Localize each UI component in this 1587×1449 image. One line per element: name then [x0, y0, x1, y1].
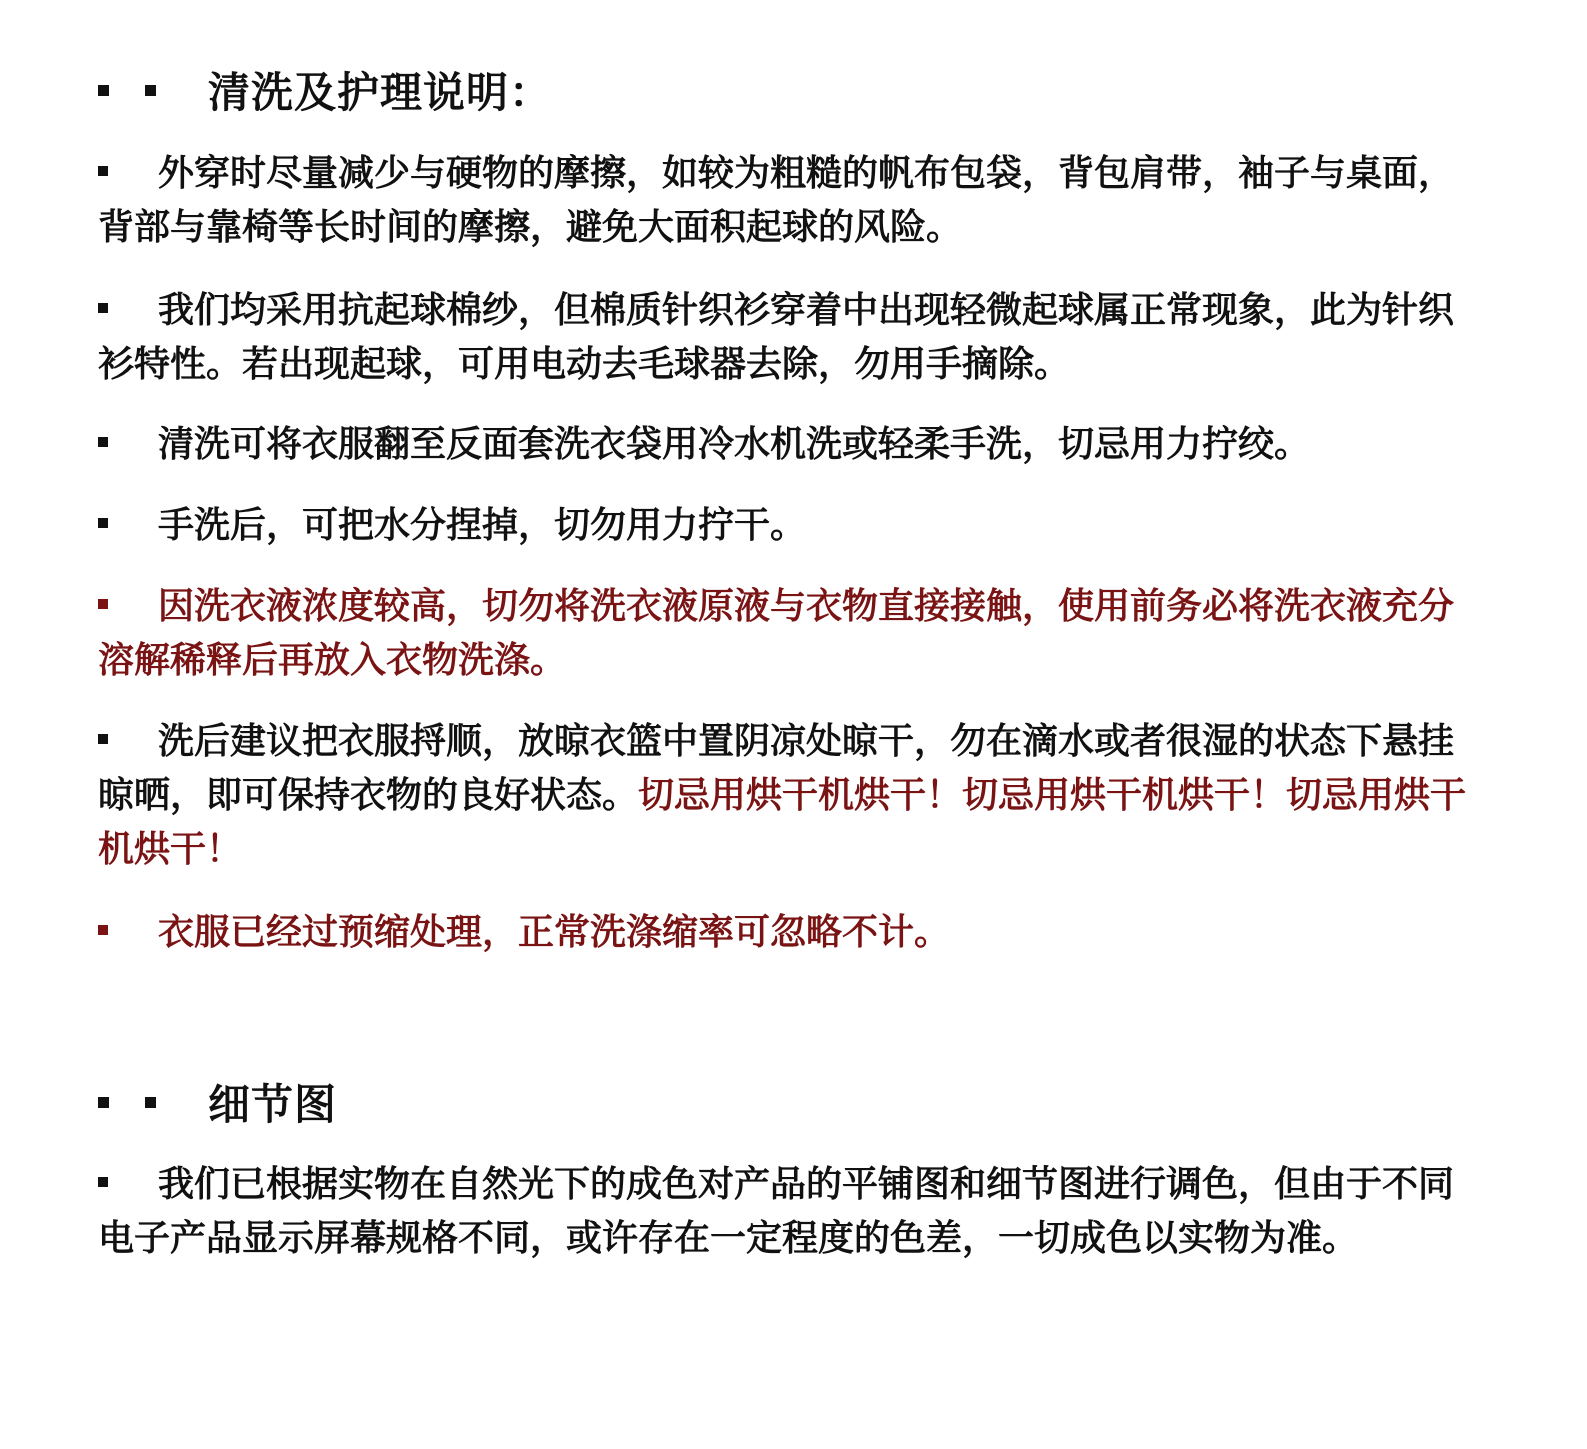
- heading-square-icon: [145, 1097, 156, 1108]
- care-item-2: [98, 284, 1488, 392]
- care-item-text: 外穿时尽量减少与硬物的摩擦，如较为粗糙的帆布包袋，背包肩带，袖子与桌面，背部与靠椅等长时间的摩擦，避免大面积起球的风险。: [98, 153, 1455, 248]
- heading-square-icon: [98, 1097, 109, 1108]
- detail-item-text: 我们已根据实物在自然光下的成色对产品的平铺图和细节图进行调色，但由于不同电子产品显示屏幕规格不同，或许存在一定程度的色差，一切成色以实物为准。: [98, 1164, 1455, 1259]
- care-item-5-warning: [98, 580, 1488, 688]
- care-item-text: 衣服已经过预缩处理，正常洗涤缩率可忽略不计。: [158, 912, 951, 953]
- bullet-square-icon: [98, 925, 108, 935]
- care-item-4: [98, 499, 1488, 553]
- care-item-3: [98, 418, 1488, 472]
- care-item-1: [98, 147, 1488, 255]
- heading-square-icon: [145, 85, 156, 96]
- care-item-text: 因洗衣液浓度较高，切勿将洗衣液原液与衣物直接接触，使用前务必将洗衣液充分溶解稀释后再放入衣物洗涤。: [98, 586, 1455, 681]
- detail-item-1: [98, 1158, 1488, 1266]
- care-item-text: 清洗可将衣服翻至反面套洗衣袋用冷水机洗或轻柔手洗，切忌用力拧绞。: [158, 424, 1311, 465]
- bullet-square-icon: [98, 166, 108, 176]
- bullet-square-icon: [98, 734, 108, 744]
- care-section-title: 清洗及护理说明：: [208, 68, 553, 117]
- detail-section-title: 细节图: [208, 1080, 338, 1129]
- care-item-7-warning: [98, 906, 1488, 960]
- bullet-square-icon: [98, 518, 108, 528]
- bullet-square-icon: [98, 1177, 108, 1187]
- care-item-6: [98, 715, 1488, 877]
- bullet-square-icon: [98, 437, 108, 447]
- care-item-text: 我们均采用抗起球棉纱，但棉质针织衫穿着中出现轻微起球属正常现象，此为针织衫特性。若出现起球，可用电动去毛球器去除，勿用手摘除。: [98, 290, 1455, 385]
- bullet-square-icon: [98, 599, 108, 609]
- detail-section-header: [98, 1072, 337, 1132]
- heading-square-icon: [98, 85, 109, 96]
- care-section-header: [98, 60, 552, 120]
- care-item-text: 手洗后，可把水分捏掉，切勿用力拧干。: [158, 505, 807, 546]
- bullet-square-icon: [98, 303, 108, 313]
- dryer-warning-text: 切忌用烘干机烘干！切忌用烘干机烘干！切忌用烘干机烘干！: [98, 775, 1467, 870]
- care-item-text: 洗后建议把衣服捋顺，放晾衣篮中置阴凉处晾干，勿在滴水或者很湿的状态下悬挂晾晒，即可保持衣物的良好状态。: [98, 721, 1455, 816]
